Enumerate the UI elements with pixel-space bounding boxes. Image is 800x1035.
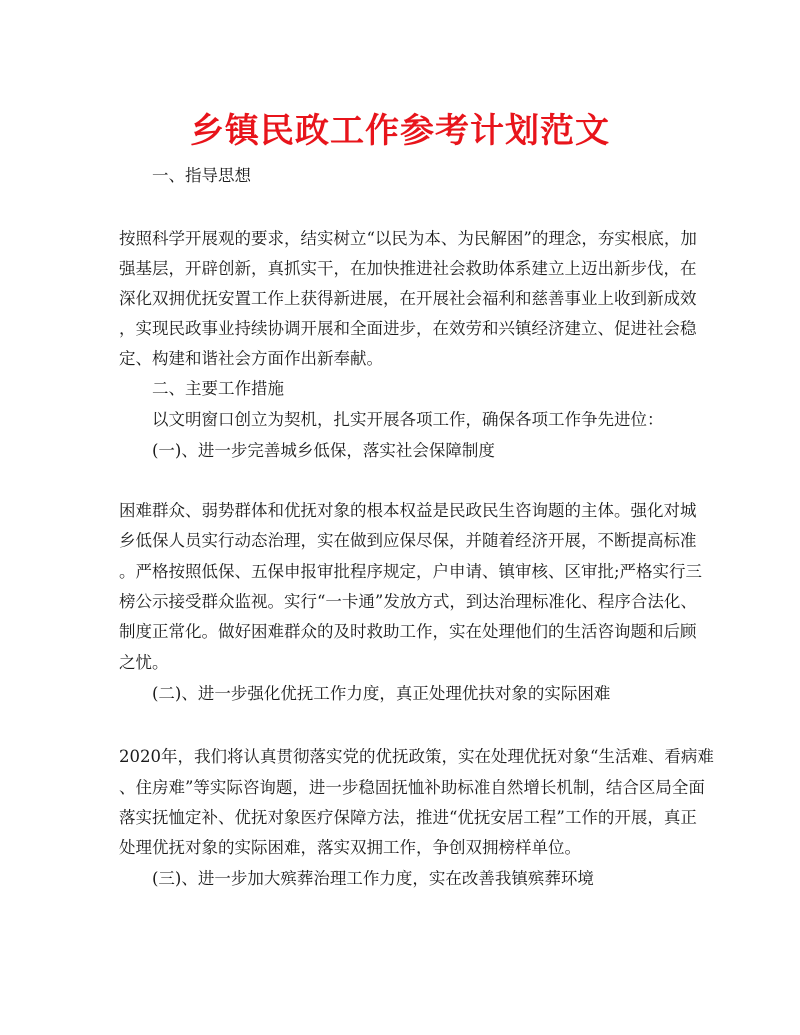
subsection-heading: (三)、进一步加大殡葬治理工作力度，实在改善我镇殡葬环境 xyxy=(152,869,594,888)
paragraph-line: 按照科学开展观的要求，结实树立“以民为本、为民解困”的理念，夯实根底，加 xyxy=(119,229,697,248)
paragraph-line: 、住房难”等实际咨询题，进一步稳固抚恤补助标准自然增长机制，结合区局全面 xyxy=(119,778,705,797)
section-heading: 二、主要工作措施 xyxy=(152,379,284,398)
paragraph-line: 定、构建和谐社会方面作出新奉献。 xyxy=(119,349,383,368)
paragraph-line: 处理优抚对象的实际困难，落实双拥工作，争创双拥榜样单位。 xyxy=(119,838,581,857)
section-intro: 以文明窗口创立为契机，扎实开展各项工作，确保各项工作争先进位： xyxy=(152,410,664,429)
paragraph-line: ，实现民政事业持续协调开展和全面进步，在效劳和兴镇经济建立、促进社会稳 xyxy=(119,319,697,338)
paragraph-line: 困难群众、弱势群体和优抚对象的根本权益是民政民生咨询题的主体。强化对城 xyxy=(119,501,697,520)
section-heading: 一、指导思想 xyxy=(152,166,251,185)
paragraph-line: 榜公示接受群众监视。实行“一卡通”发放方式，到达治理标准化、程序合法化、 xyxy=(119,592,697,611)
paragraph-line: 强基层，开辟创新，真抓实干，在加快推进社会救助体系建立上迈出新步伐，在 xyxy=(119,259,697,278)
subsection-heading: (一)、进一步完善城乡低保，落实社会保障制度 xyxy=(152,441,495,460)
paragraph-line: 之忧。 xyxy=(119,653,169,672)
paragraph-line: 2020年，我们将认真贯彻落实党的优抚政策，实在处理优抚对象“生活难、看病难 xyxy=(119,747,714,766)
paragraph-line: 落实抚恤定补、优抚对象医疗保障方法，推进“优抚安居工程”工作的开展，真正 xyxy=(119,808,697,827)
paragraph-line: 深化双拥优抚安置工作上获得新进展，在开展社会福利和慈善事业上收到新成效 xyxy=(119,289,697,308)
paragraph-line: 。严格按照低保、五保申报审批程序规定，户申请、镇审核、区审批;严格实行三 xyxy=(119,562,703,581)
paragraph-line: 乡低保人员实行动态治理，实在做到应保尽保，并随着经济开展，不断提高标准 xyxy=(119,531,697,550)
paragraph-line: 制度正常化。做好困难群众的及时救助工作，实在处理他们的生活咨询题和后顾 xyxy=(119,622,697,641)
document-title: 乡镇民政工作参考计划范文 xyxy=(190,111,610,151)
subsection-heading: (二)、进一步强化优抚工作力度，真正处理优扶对象的实际困难 xyxy=(152,684,611,703)
